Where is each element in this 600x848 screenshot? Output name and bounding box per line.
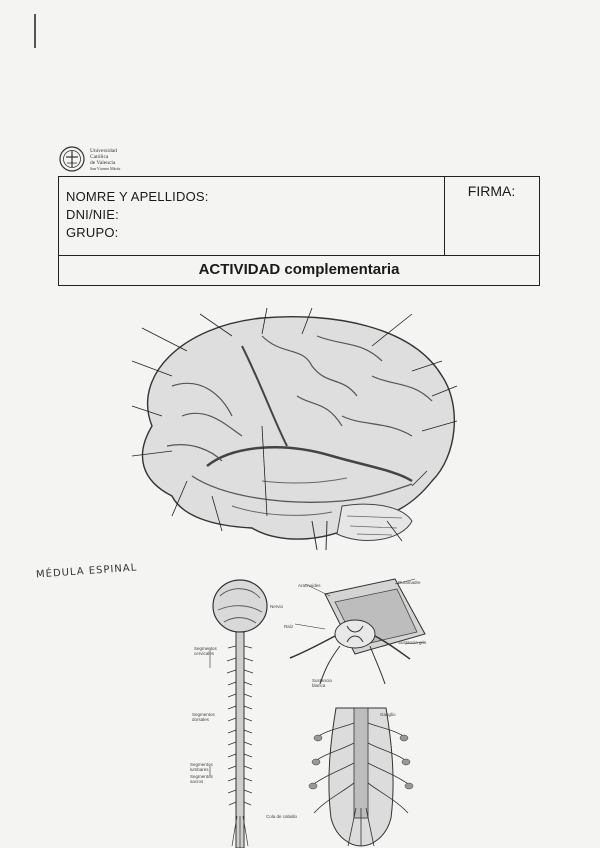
label-cervical: Segmentos cervicales (194, 646, 217, 656)
scan-edge-mark (34, 14, 36, 48)
student-fields-cell (59, 177, 445, 255)
label-duramadre: Duramadre (398, 580, 421, 585)
spinal-roots-illustration (296, 698, 426, 848)
label-raiz: Raíz (284, 624, 294, 629)
logo-line-4: San Vicente Mártir (90, 166, 121, 171)
logo-text (90, 148, 150, 172)
label-lumbar: Segmentos lumbares (190, 762, 213, 772)
name-label: NOMRE Y APELLIDOS: (66, 189, 209, 204)
signature-cell (445, 177, 538, 255)
handwritten-note: MÉDULA ESPINAL (35, 562, 138, 581)
label-sacral: Segmentos sacros (190, 774, 213, 784)
brain-illustration (112, 306, 464, 550)
group-label: GRUPO: (66, 225, 119, 240)
logo-line-2: Católica (90, 154, 109, 160)
logo-line-3: de Valencia (90, 160, 116, 166)
spinal-cross-section-illustration (285, 574, 435, 692)
label-sustancia-gris: Sustancia gris (398, 640, 427, 645)
dni-label: DNI/NIE: (66, 207, 119, 222)
label-dorsal: Segmentos dorsales (192, 712, 215, 722)
logo-line-1: Universidad (90, 148, 117, 154)
label-ganglio: Ganglio (380, 712, 396, 717)
signature-label: FIRMA: (467, 183, 516, 199)
label-aracnoides: Aracnoides (298, 583, 321, 588)
label-cola: Cola de caballo (266, 814, 298, 819)
activity-title: ACTIVIDAD complementaria (59, 255, 539, 285)
label-nervio: Nervio (270, 604, 284, 609)
label-sustancia-blanca: Sustancia blanca (312, 678, 332, 688)
student-info-table (58, 176, 540, 286)
